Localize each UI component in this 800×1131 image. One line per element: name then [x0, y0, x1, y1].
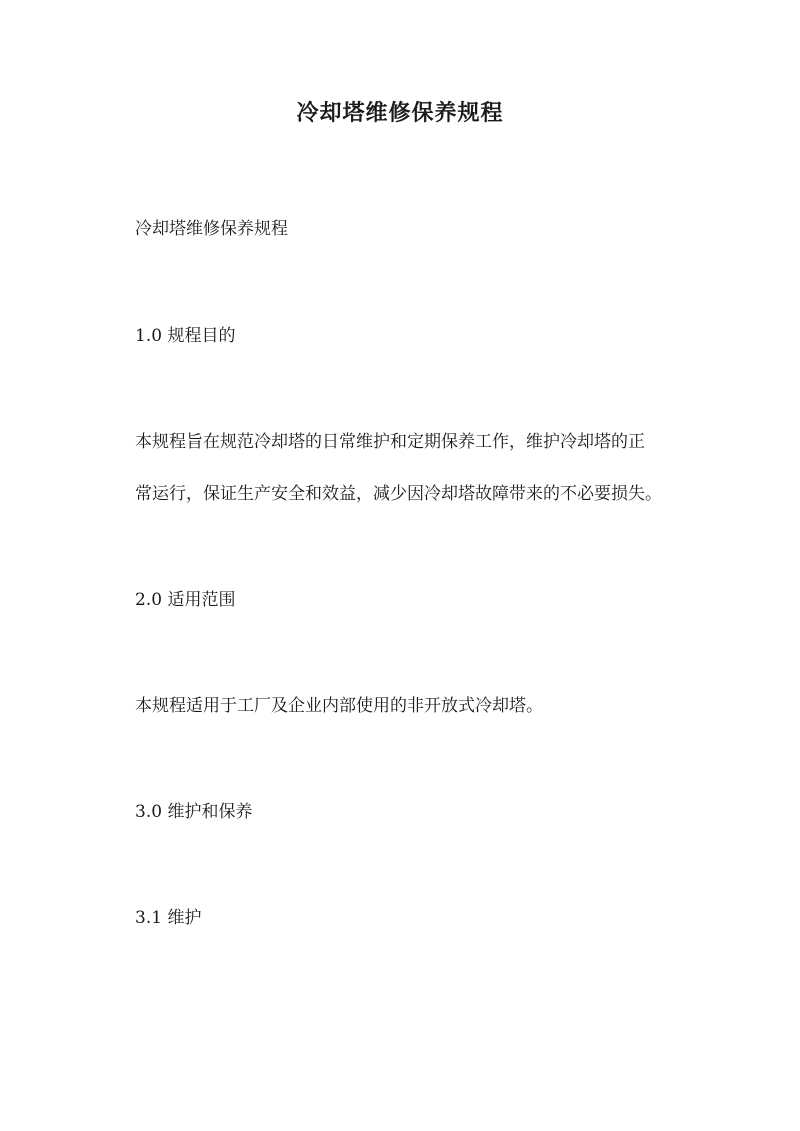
section-2-heading: 2.0 适用范围 [135, 590, 236, 610]
document-subtitle: 冷却塔维修保养规程 [135, 219, 288, 239]
document-title: 冷却塔维修保养规程 [296, 100, 504, 126]
section-1-body [135, 429, 695, 507]
section-2-body: 本规程适用于工厂及企业内部使用的非开放式冷却塔。 [135, 696, 543, 716]
section-1-body-line-1: 本规程旨在规范冷却塔的日常维护和定期保养工作，维护冷却塔的正 [135, 432, 645, 452]
section-3-1-heading: 3.1 维护 [135, 908, 202, 928]
section-3-heading: 3.0 维护和保养 [135, 802, 253, 822]
section-1-heading: 1.0 规程目的 [135, 326, 236, 346]
section-1-body-line-2: 常运行，保证生产安全和效益，减少因冷却塔故障带来的不必要损失。 [135, 484, 662, 504]
